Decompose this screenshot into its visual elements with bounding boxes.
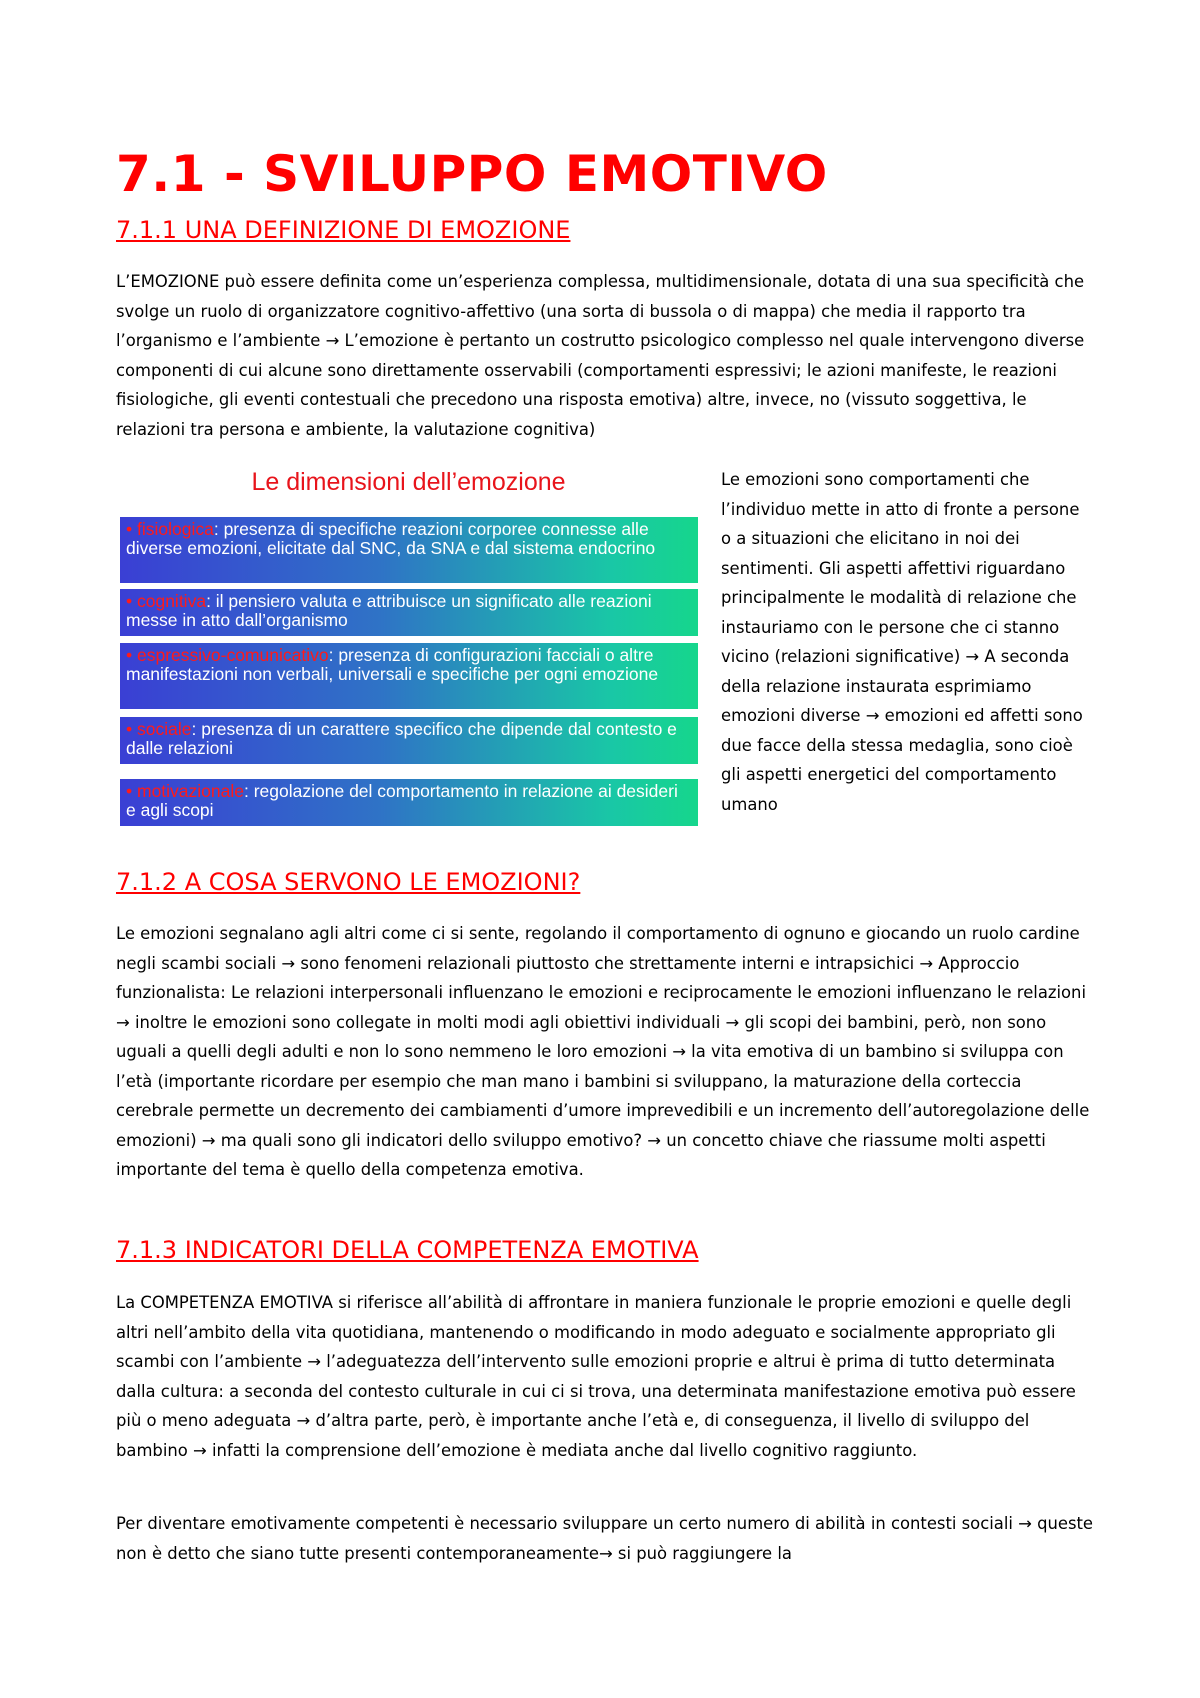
figure-title: Le dimensioni dell’emozione: [251, 468, 566, 496]
page-title: 7.1 - SVILUPPO EMOTIVO: [116, 145, 828, 203]
functions-paragraph: Le emozioni segnalano agli altri come ci si sente, regolando il comportamento di ognuno e giocando un ruolo cardine negli scambi sociali → sono fenomeni relazionali piuttosto che strettamente interni e intrapsichici → Approccio funzionalista: Le relazioni interpersonali influenzano le emozioni e reciprocamente le emozioni influenzano le relazioni → inoltre le emozioni sono collegate in molti modi agli obiettivi individuali → gli scopi dei bambini, però, non sono uguali a quelli degli adulti e non lo sono nemmeno le loro emozioni → la vita emotiva di un bambino si sviluppa con l’età (importante ricordare per esempio che man mano i bambini si sviluppano, la maturazione della corteccia cerebrale permette un decremento dei cambiamenti d’umore imprevedibili e un incremento dell’autoregolazione delle emozioni) → ma quali sono gli indicatori dello sviluppo emotivo? → un concetto chiave che riassume molti aspetti importante del tema è quello della competenza emotiva.: [116, 924, 1090, 1179]
dimension-text: : presenza di specifiche reazioni corporee connesse alle diverse emozioni, elicitate dal SNC, da SNA e dal sistema endocrino: [126, 519, 656, 558]
dimension-term: • fisiologica: [126, 519, 214, 539]
dimension-term: • espressivo-comunicativo: [126, 645, 329, 665]
dimension-term: • motivazionale: [126, 781, 244, 801]
dimension-term: • cognitiva: [126, 591, 207, 611]
definition-paragraph: L’EMOZIONE può essere definita come un’esperienza complessa, multidimensionale, dotata di una sua specificità che svolge un ruolo di organizzatore cognitivo-affettivo (una sorta di bussola o di mappa) che media il rapporto tra l’organismo e l’ambiente → L’emozione è pertanto un costrutto psicologico complesso nel quale intervengono diverse componenti di cui alcune sono direttamente osservabili (comportamenti espressivi; le azioni manifeste, le reazioni fisiologiche, gli eventi contestuali che precedono una risposta emotiva) altre, invece, no (vissuto soggettiva, le relazioni tra persona e ambiente, la valutazione cognitiva): [116, 272, 1085, 439]
dimension-text: : regolazione del comportamento in relazione ai desideri e agli scopi: [126, 781, 678, 820]
dimension-text: : presenza di un carattere specifico che dipende dal contesto e dalle relazioni: [126, 719, 677, 758]
dimension-box-cognitiva: [120, 589, 698, 636]
dimension-box-sociale: [120, 717, 698, 764]
side-paragraph: Le emozioni sono comportamenti che l’individuo mette in atto di fronte a persone o a situazioni che elicitano in noi dei sentimenti. Gli aspetti affettivi riguardano principalmente le modalità di relazione che instauriamo con le persone che ci stanno vicino (relazioni significative) → A seconda della relazione instaurata esprimiamo emozioni diverse → emozioni ed affetti sono due facce della stessa medaglia, sono cioè gli aspetti energetici del comportamento umano: [721, 470, 1083, 814]
dimension-text: : il pensiero valuta e attribuisce un significato alle reazioni messe in atto dall’organismo: [126, 591, 652, 630]
section-heading-indicators: 7.1.3 INDICATORI DELLA COMPETENZA EMOTIVA: [116, 1236, 699, 1264]
dimension-term: • sociale: [126, 719, 192, 739]
section-heading-functions: 7.1.2 A COSA SERVONO LE EMOZIONI?: [116, 868, 581, 896]
emotion-dimensions-figure: [116, 465, 701, 835]
indicators-paragraph-1: La COMPETENZA EMOTIVA si riferisce all’abilità di affrontare in maniera funzionale le proprie emozioni e quelle degli altri nell’ambito della vita quotidiana, mantenendo o modificando in modo adeguato e socialmente appropriato gli scambi con l’ambiente → l’adeguatezza dell’intervento sulle emozioni proprie e altrui è prima di tutto determinata dalla cultura: a seconda del contesto culturale in cui ci si trova, una determinata manifestazione emotiva può essere più o meno adeguata → d’altra parte, però, è importante anche l’età e, di conseguenza, il livello di sviluppo del bambino → infatti la comprensione dell’emozione è mediata anche dal livello cognitivo raggiunto.: [116, 1293, 1076, 1460]
section-heading-definition: 7.1.1 UNA DEFINIZIONE DI EMOZIONE: [116, 216, 571, 244]
indicators-paragraph-2: Per diventare emotivamente competenti è necessario sviluppare un certo numero di abilità in contesti sociali → queste non è detto che siano tutte presenti contemporaneamente→ si può raggiungere la: [116, 1514, 1094, 1563]
dimension-box-espressivo: [120, 643, 698, 709]
dimension-box-fisiologica: [120, 517, 698, 583]
dimension-text: : presenza di configurazioni facciali o altre manifestazioni non verbali, universali e specifiche per ogni emozione: [126, 645, 659, 684]
dimension-box-motivazionale: [120, 779, 698, 826]
